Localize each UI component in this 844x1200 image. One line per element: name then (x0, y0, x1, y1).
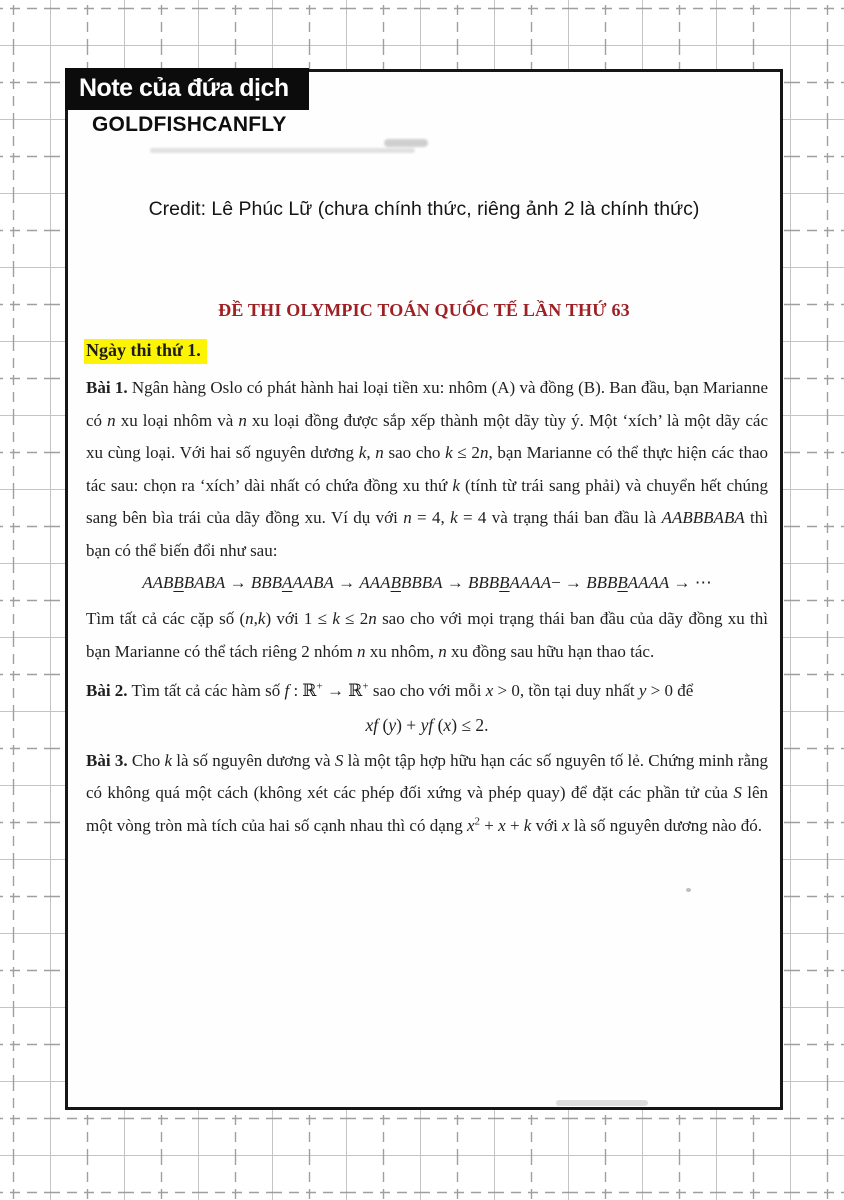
problem-1-label: Bài 1. (86, 378, 128, 397)
translator-note-label: Note của đứa dịch (79, 74, 289, 102)
erased-text-smudge (150, 148, 415, 153)
problem-2-statement (86, 675, 768, 708)
credit-line: Credit: Lê Phúc Lữ (chưa chính thức, riêng ảnh 2 là chính thức) (148, 198, 700, 220)
exam-body (86, 372, 768, 842)
problem-1-statement (86, 372, 768, 567)
translator-note-banner (65, 68, 309, 110)
translator-handle: GOLDFISHCANFLY (92, 113, 287, 136)
bottom-edge-smudge (556, 1100, 648, 1106)
problem-2-label: Bài 2. (86, 681, 128, 700)
exam-title: ĐỀ THI OLYMPIC TOÁN QUỐC TẾ LẦN THỨ 63 (218, 300, 630, 320)
problem-1-example-chain: AABBBABA → BBBAAABA → AAABBBBA → BBBBAAAA− → BBBBAAAA → ⋯ (142, 573, 712, 592)
ink-dot-artifact (686, 888, 691, 892)
problem-3-text: Cho k là số nguyên dương và S là một tập hợp hữu hạn các số nguyên tố lẻ. Chứng minh rằng có không quá một cách (không xét các phép đối xứng và phép quay) để đặt các phần tử của S lên một vòng tròn mà tích của hai số cạnh nhau thì có dạng $x^2 + x + k$ với x là số nguyên dương nào đó. (86, 750, 769, 835)
problem-1-text: Ngân hàng Oslo có phát hành hai loại tiền xu: nhôm (A) và đồng (B). Ban đầu, bạn Marianne có n xu loại nhôm và n xu loại đồng được sắp xếp thành một dãy tùy ý. Một ‘xích’ là một dãy các xu cùng loại. Với hai số nguyên dương k, n sao cho k ≤ 2n, bạn Marianne có thể thực hiện các thao tác sau: chọn ra ‘xích’ dài nhất có chứa đồng xu thứ k (tính từ trái sang phải) và chuyển hết chúng sang bên bìa trái của dãy đồng xu. Ví dụ với n = 4, k = 4 và trạng thái ban đầu là AABBBABA thì bạn có thể biến đổi như sau: (86, 378, 769, 560)
problem-3-label: Bài 3. (86, 750, 128, 770)
erased-text-smudge (384, 139, 428, 147)
problem-2-text: Tìm tất cả các hàm số f : ℝ+ → ℝ+ sao cho với mỗi x > 0, tồn tại duy nhất y > 0 để (131, 680, 694, 700)
problem-2-formula: xf (y) + yf (x) ≤ 2. (365, 714, 489, 735)
problem-3-statement (86, 745, 768, 843)
problem-1-question: Tìm tất cả các cặp số (n,k) với 1 ≤ k ≤ 2n sao cho với mọi trạng thái ban đầu của dãy đồng xu thì bạn Marianne có thể tách riêng 2 nhóm n xu nhôm, n xu đồng sau hữu hạn thao tác. (86, 609, 768, 661)
day-1-highlight: Ngày thi thứ 1. (84, 339, 207, 364)
